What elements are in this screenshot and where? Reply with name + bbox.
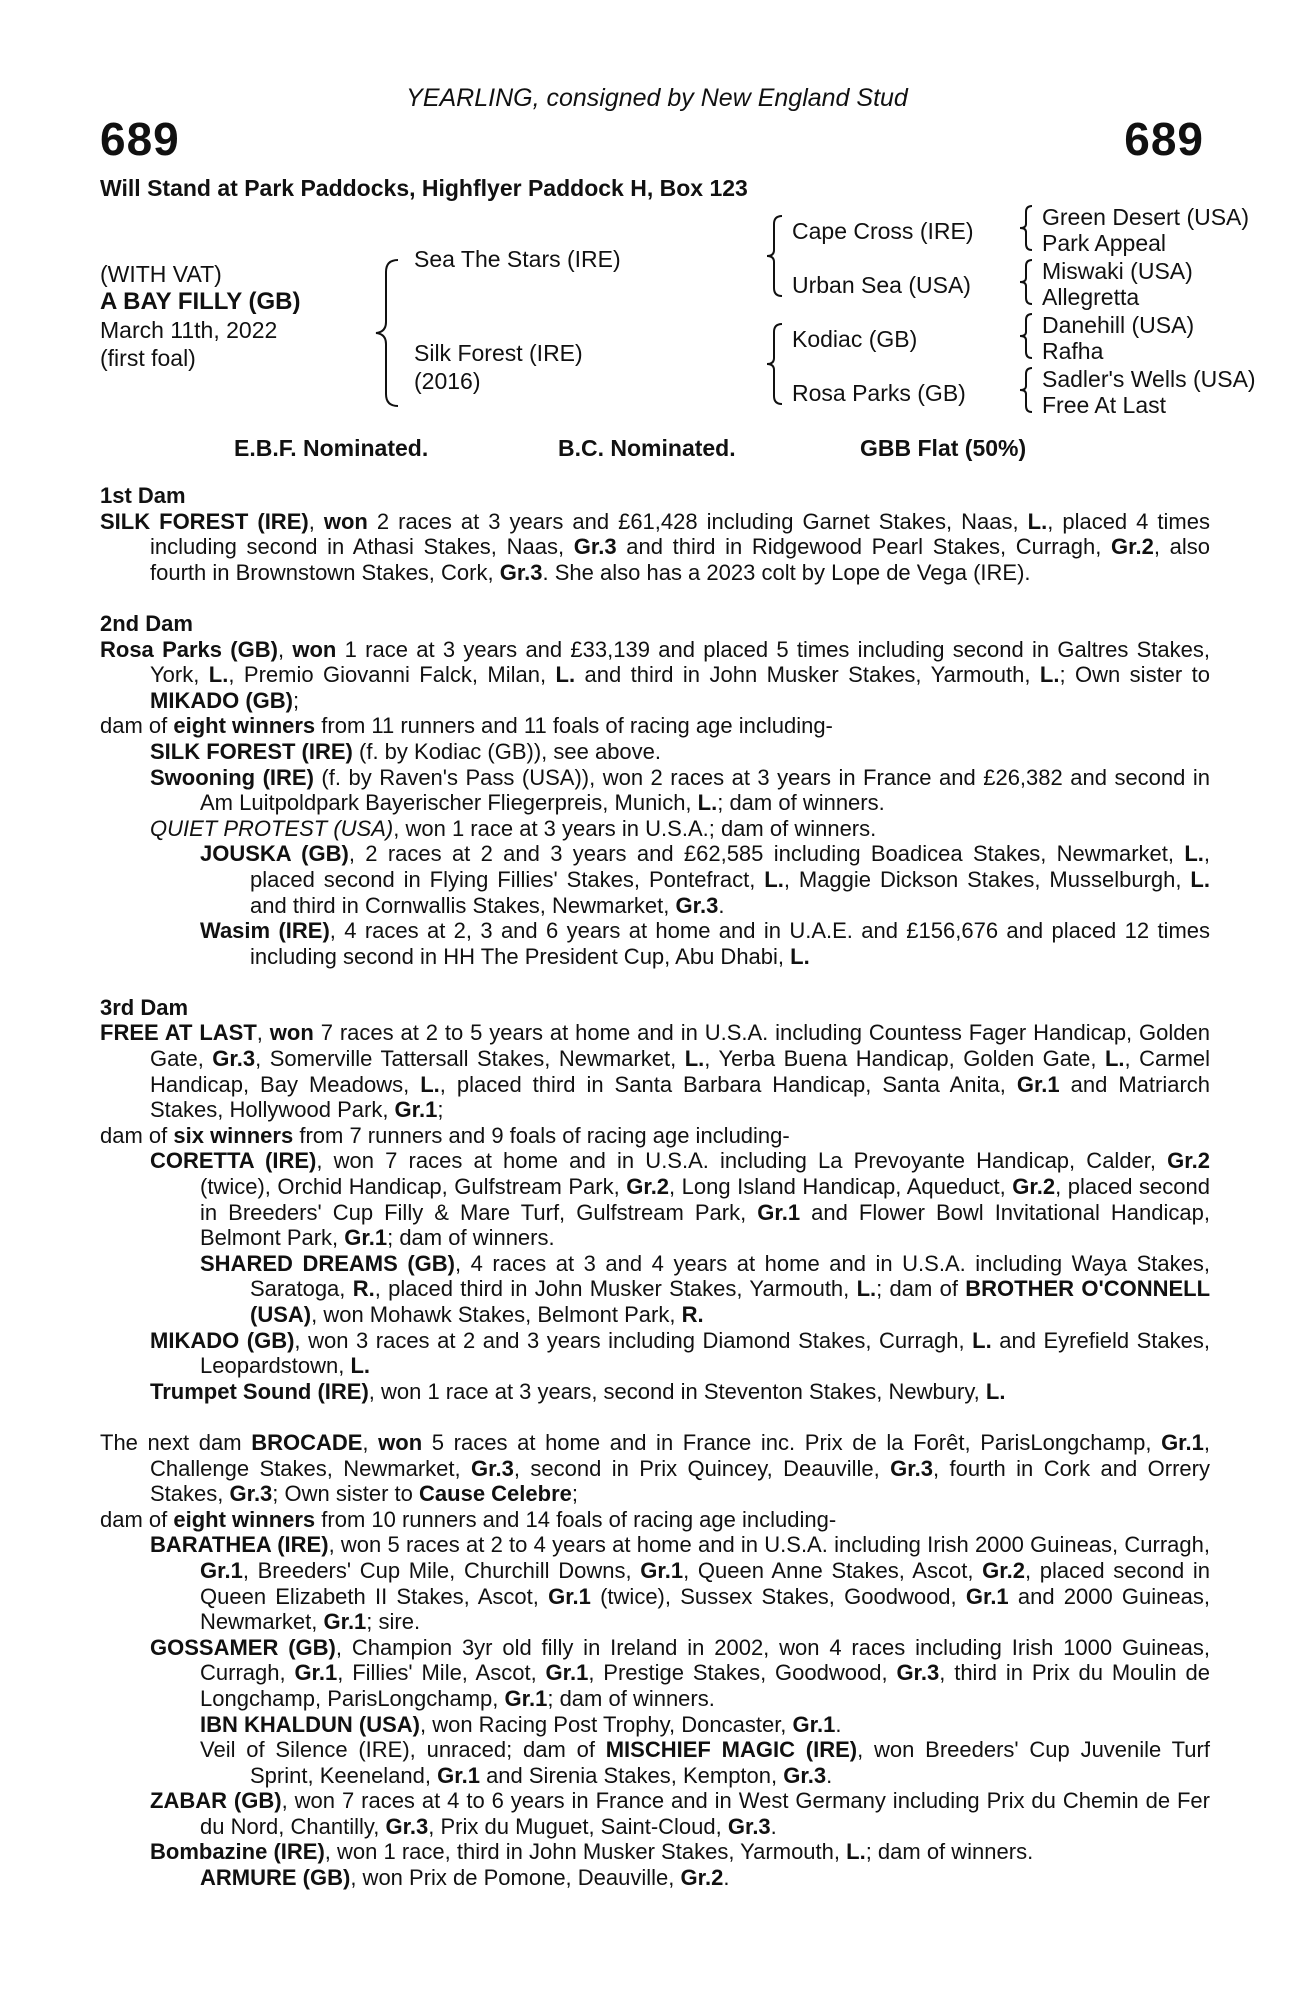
pedigree-paragraph: dam of eight winners from 11 runners and 11 foals of racing age including- [100,713,833,739]
brace-icon [764,322,786,406]
stand-location: Will Stand at Park Paddocks, Highflyer Paddock H, Box 123 [100,175,748,201]
pedigree-paragraph: SHARED DREAMS (GB), 4 races at 3 and 4 years at home and in U.S.A. including Waya Stakes, Saratoga, R., placed third in John Musker Stakes, Yarmouth, L.; dam of BROTHER O'CONNELL (USA), won Mohawk Stakes, Belmont Park, R. [200,1250,1211,1327]
pedigree-paragraph: FREE AT LAST, won 7 races at 2 to 5 years at home and in U.S.A. including Countess Fager Handicap, Golden Gate, Gr.3, Somerville Tattersall Stakes, Newmarket, L., Yerba Buena Handicap, Golden Gate, L., Carmel Handicap, Bay Meadows, L., placed third in Santa Barbara Handicap, Santa Anita, Gr.1 and Matriarch Stakes, Hollywood Park, Gr.1; [100,1020,1211,1123]
pedigree-paragraph: dam of eight winners from 10 runners and 14 foals of racing age including- [100,1506,837,1532]
subject-block [100,260,300,372]
dam-section [100,483,1210,585]
section-gap [100,1404,1210,1430]
dam-dam-name: Rosa Parks (GB) [792,380,966,406]
dam-name: Silk Forest (IRE) [414,340,583,366]
nomination-gbb: GBB Flat (50%) [860,435,1027,461]
section-title: 2nd Dam [100,610,193,636]
pedigree-paragraph: Rosa Parks (GB), won 1 race at 3 years and £33,139 and placed 5 times including second in Galtres Stakes, York, L., Premio Giovanni Falck, Milan, L. and third in John Musker Stakes, Yarmouth, L.; Own sister to MIKADO (GB); [100,636,1211,713]
g3-name: Allegretta [1042,284,1140,310]
nomination-ebf: E.B.F. Nominated. [234,435,429,461]
dam-section [100,995,1210,1405]
vat-note: (WITH VAT) [100,261,222,287]
dam-year: (2016) [414,368,481,394]
pedigree-paragraph: IBN KHALDUN (USA), won Racing Post Trophy, Doncaster, Gr.1. [200,1711,842,1737]
brace-icon [372,258,402,408]
brace-icon [1016,258,1036,306]
pedigree-paragraph: BARATHEA (IRE), won 5 races at 2 to 4 years at home and in U.S.A. including Irish 2000 Guineas, Curragh, Gr.1, Breeders' Cup Mile, Churchill Downs, Gr.1, Queen Anne Stakes, Ascot, Gr.2, placed second in Queen Elizabeth II Stakes, Ascot, Gr.1 (twice), Sussex Stakes, Goodwood, Gr.1 and 2000 Guineas, Newmarket, Gr.1; sire. [150,1532,1210,1635]
brace-icon [1016,366,1036,414]
dam-section [100,611,1210,969]
pedigree-paragraph: CORETTA (IRE), won 7 races at home and in U.S.A. including La Prevoyante Handicap, Calder, Gr.2 (twice), Orchid Handicap, Gulfstream Park, Gr.2, Long Island Handicap, Aqueduct, Gr.2, placed second in Breeders' Cup Filly & Mare Turf, Gulfstream Park, Gr.1 and Flower Bowl Invitational Handicap, Belmont Park, Gr.1; dam of winners. [150,1148,1210,1251]
pedigree-paragraph: MIKADO (GB), won 3 races at 2 and 3 years including Diamond Stakes, Curragh, L. and Eyrefield Stakes, Leopardstown, L. [150,1327,1210,1379]
g3-name: Rafha [1042,338,1104,364]
pedigree-paragraph: Bombazine (IRE), won 1 race, third in John Musker Stakes, Yarmouth, L.; dam of winners. [150,1839,1034,1865]
pedigree-notes [100,483,1210,1891]
pedigree-paragraph: The next dam BROCADE, won 5 races at home and in France inc. Prix de la Forêt, ParisLongchamp, Gr.1, Challenge Stakes, Newmarket, Gr.3, second in Prix Quincey, Deauville, Gr.3, fourth in Cork and Orrery Stakes, Gr.3; Own sister to Cause Celebre; [100,1429,1210,1507]
g3-name: Danehill (USA) [1042,312,1195,338]
pedigree-paragraph: JOUSKA (GB), 2 races at 2 and 3 years and £62,585 including Boadicea Stakes, Newmarket, L., placed second in Flying Fillies' Stakes, Pontefract, L., Maggie Dickson Stakes, Musselburgh, L. and third in Cornwallis Stakes, Newmarket, Gr.3. [200,841,1210,918]
g3-name: Free At Last [1042,392,1167,418]
nomination-bc: B.C. Nominated. [558,435,736,461]
pedigree-paragraph: SILK FOREST (IRE) (f. by Kodiac (GB)), see above. [150,738,662,764]
pedigree-paragraph: Trumpet Sound (IRE), won 1 race at 3 years, second in Steventon Stakes, Newbury, L. [150,1378,1006,1404]
foal-note: (first foal) [100,345,196,371]
section-gap [100,585,1210,611]
sire-dam-name: Urban Sea (USA) [792,272,971,298]
section-title: 3rd Dam [100,994,189,1020]
brace-icon [764,214,786,298]
pedigree-paragraph: Swooning (IRE) (f. by Raven's Pass (USA)), won 2 races at 3 years in France and £26,382 and second in Am Luitpoldpark Bayerischer Fliegerpreis, Munich, L.; dam of winners. [150,764,1211,816]
lot-number-left: 689 [100,113,180,165]
dam-section [100,1430,1210,1891]
lot-number-right: 689 [1124,113,1204,165]
g3-name: Park Appeal [1042,230,1167,256]
pedigree-paragraph: GOSSAMER (GB), Champion 3yr old filly in Ireland in 2002, won 4 races including Irish 1000 Guineas, Curragh, Gr.1, Fillies' Mile, Ascot, Gr.1, Prestige Stakes, Goodwood, Gr.3, third in Prix du Moulin de Longchamp, ParisLongchamp, Gr.1; dam of winners. [150,1634,1210,1711]
brace-icon [1016,204,1036,252]
sire-sire-name: Cape Cross (IRE) [792,218,974,244]
subject-name: A BAY FILLY (GB) [100,288,301,315]
pedigree-paragraph: Veil of Silence (IRE), unraced; dam of MISCHIEF MAGIC (IRE), won Breeders' Cup Juvenile Turf Sprint, Keeneland, Gr.1 and Sirenia Stakes, Kempton, Gr.3. [200,1737,1210,1788]
g3-name: Miswaki (USA) [1042,258,1193,284]
sire-name: Sea The Stars (IRE) [414,246,621,272]
section-gap [100,969,1210,995]
g3-name: Green Desert (USA) [1042,204,1250,230]
dam-sire-name: Kodiac (GB) [792,326,918,352]
consignment-line: YEARLING, consigned by New England Stud [406,84,908,112]
pedigree-paragraph: Wasim (IRE), 4 races at 2, 3 and 6 years at home and in U.A.E. and £156,676 and placed 12 times including second in HH The President Cup, Abu Dhabi, L. [200,918,1211,969]
g3-name: Sadler's Wells (USA) [1042,366,1256,392]
pedigree-table [100,200,1256,420]
pedigree-paragraph: SILK FOREST (IRE), won 2 races at 3 years and £61,428 including Garnet Stakes, Naas, L., placed 4 times including second in Athasi Stakes, Naas, Gr.3 and third in Ridgewood Pearl Stakes, Curragh, Gr.2, also fourth in Brownstown Stakes, Cork, Gr.3. She also has a 2023 colt by Lope de Vega (IRE). [100,508,1210,585]
pedigree-paragraph: QUIET PROTEST (USA), won 1 race at 3 years in U.S.A.; dam of winners. [150,815,877,841]
brace-icon [1016,312,1036,360]
pedigree-paragraph: dam of six winners from 7 runners and 9 foals of racing age including- [100,1122,790,1148]
section-title: 1st Dam [100,483,186,508]
foaling-date: March 11th, 2022 [100,317,278,343]
pedigree-paragraph: ZABAR (GB), won 7 races at 4 to 6 years in France and in West Germany including Prix du Chemin de Fer du Nord, Chantilly, Gr.3, Prix du Muguet, Saint-Cloud, Gr.3. [150,1788,1210,1839]
pedigree-paragraph: ARMURE (GB), won Prix de Pomone, Deauville, Gr.2. [200,1865,730,1891]
